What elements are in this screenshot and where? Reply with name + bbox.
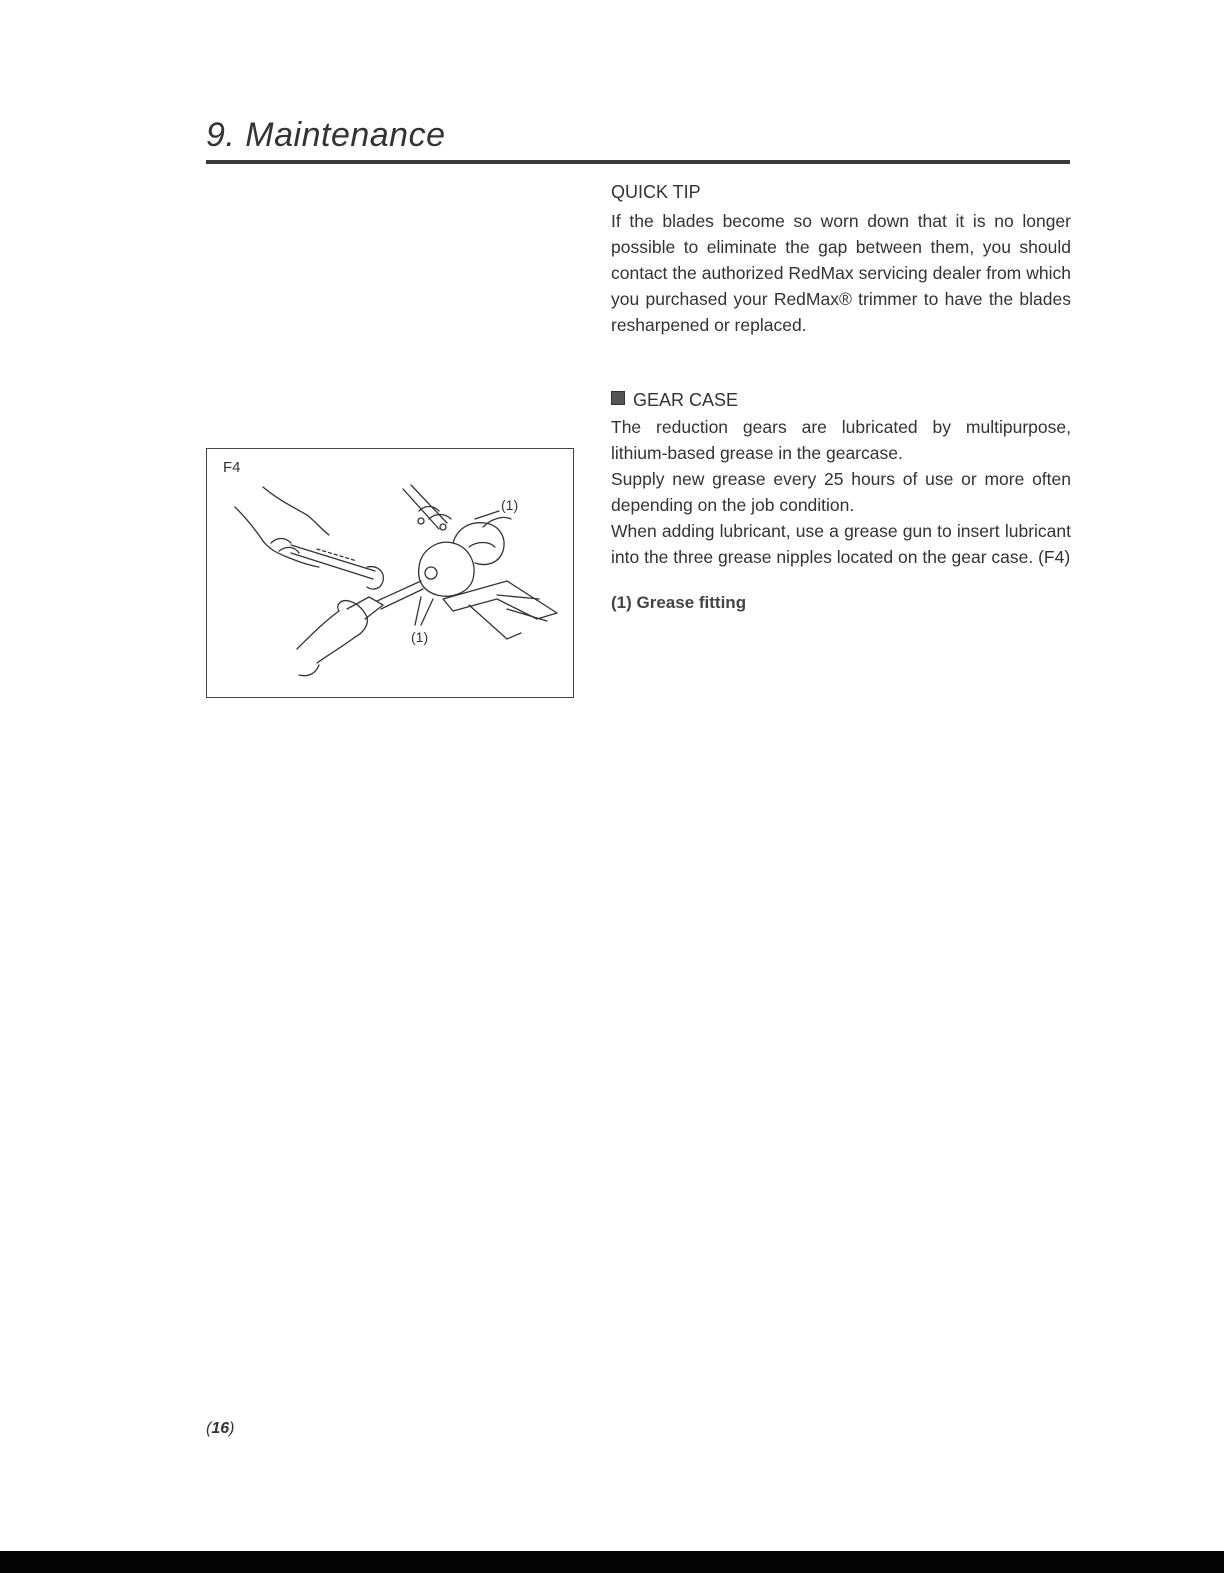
- title-divider: [206, 160, 1070, 164]
- quick-tip-section: [611, 180, 1071, 338]
- page-number: [206, 1420, 234, 1438]
- page-number-open: (: [206, 1420, 212, 1437]
- page-number-close: ): [229, 1420, 235, 1437]
- callout-grease-fitting-bottom: (1): [411, 629, 429, 645]
- gear-case-paragraph-2: Supply new grease every 25 hours of use or more often depending on the job condition.: [611, 469, 1071, 515]
- figure-label: F4: [223, 459, 241, 476]
- page-number-value: 16: [211, 1420, 230, 1437]
- gear-case-heading: GEAR CASE: [633, 390, 739, 410]
- figure-caption: (1) Grease fitting: [611, 593, 747, 612]
- figure-f4: [206, 448, 574, 698]
- page-title: 9. Maintenance: [206, 116, 446, 154]
- square-bullet-icon: [611, 391, 625, 405]
- scan-edge-bar: [0, 1551, 1224, 1573]
- gear-case-paragraph-1: The reduction gears are lubricated by multipurpose, lithium-based grease in the gearcase.: [611, 417, 1071, 463]
- gear-case-paragraph-3: When adding lubricant, use a grease gun to insert lubricant into the three grease nipples located on the gear case. (F4): [611, 521, 1071, 567]
- grease-gun-illustration: [207, 449, 572, 696]
- gear-case-heading-row: [611, 388, 1071, 412]
- quick-tip-heading: QUICK TIP: [611, 182, 701, 202]
- gear-case-section: [611, 388, 1071, 616]
- callout-grease-fitting-top: (1): [501, 497, 519, 513]
- quick-tip-text: If the blades become so worn down that it is no longer possible to eliminate the gap between them, you should contact the authorized RedMax servicing dealer from which you purchased your RedMax® trimmer to have the blades resharpened or replaced.: [611, 211, 1071, 335]
